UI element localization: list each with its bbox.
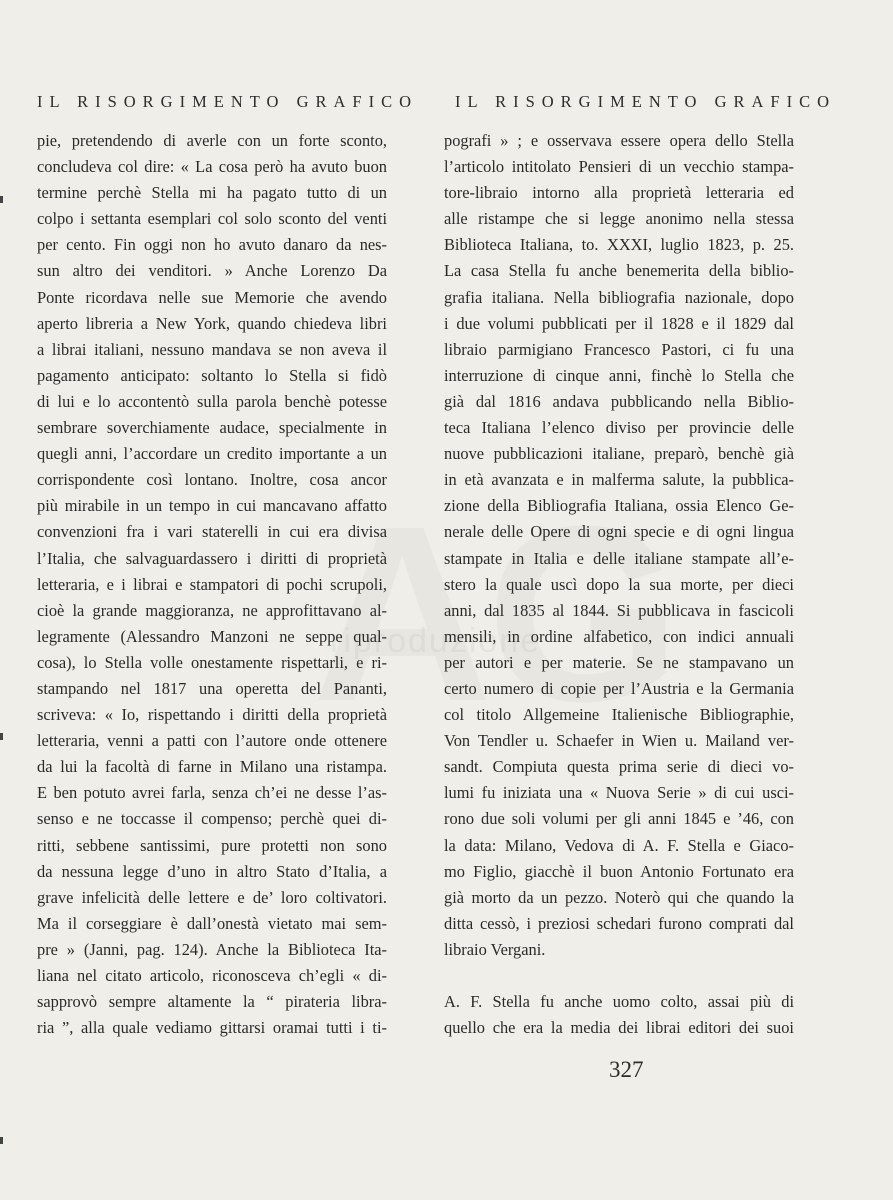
binding-mark (0, 1137, 3, 1144)
text-line: sun altro dei venditori. » Anche Lorenzo Da (37, 261, 387, 281)
text-column-right (444, 128, 794, 1041)
text-line: nuove pubblicazioni italiane, preparò, benchè già (444, 444, 794, 464)
text-line: grave infelicità delle lettere e de’ loro coltivatori. (37, 887, 387, 907)
text-line: già dal 1816 andava pubblicando nella Biblio- (444, 391, 794, 411)
text-line: ritti, sebbene santissimi, pure protetti non sono (37, 835, 387, 855)
text-line: mensili, in ordine alfabetico, con indici annuali (444, 626, 794, 646)
text-line: da lui la facoltà di farne in Milano una ristampa. (37, 757, 387, 777)
text-line: da nessuna legge d’uno in altro Stato d’Italia, a (37, 861, 387, 881)
text-line: già morto da un pezzo. Noterò qui che quando la (444, 887, 794, 907)
binding-mark (0, 196, 3, 203)
text-line: zione della Bibliografia Italiana, ossia Elenco Ge- (444, 496, 794, 516)
text-line: i due volumi pubblicati per il 1828 e il 1829 dal (444, 313, 794, 333)
running-header-left: IL RISORGIMENTO GRAFICO (37, 92, 419, 111)
text-line: pografi » ; e osservava essere opera dello Stella (444, 131, 794, 150)
text-line: a librai italiani, nessuno mandava se non aveva il (37, 339, 387, 359)
text-line: sandt. Compiuta questa prima serie di dieci vo- (444, 757, 794, 777)
watermark-text: riproduzione (330, 622, 542, 660)
text-line: A. F. Stella fu anche uomo colto, assai più di (444, 992, 794, 1011)
text-line: col titolo Allgemeine Italienische Bibliographie, (444, 705, 794, 725)
text-line: legramente (Alessandro Manzoni ne seppe qual- (37, 626, 387, 646)
text-line: libraio Vergani. (444, 939, 546, 959)
text-line: colpo i settanta esemplari col solo sconto del venti (37, 209, 387, 229)
text-line: libraio parmigiano Francesco Pastori, ci fu una (444, 339, 794, 359)
text-line: mo Figlio, giacchè il buon Antonio Fortunato era (444, 861, 794, 881)
text-line: ditta cessò, i preziosi schedari furono comprati dal (444, 913, 794, 933)
page-number: 327 (609, 1057, 644, 1082)
text-line: Von Tendler u. Schaefer in Wien u. Mailand ver- (444, 731, 794, 751)
text-line: termine perchè Stella mi ha pagato tutto di un (37, 183, 387, 203)
text-line: convenzioni fra i vari staterelli in cui era divisa (37, 522, 387, 542)
binding-mark (0, 733, 3, 740)
text-line: Biblioteca Italiana, to. XXXI, luglio 1823, p. 25. (444, 235, 794, 255)
text-line: scriveva: « Io, rispettando i diritti della proprietà (37, 705, 387, 725)
text-line: stampando nel 1817 una operetta del Pananti, (37, 678, 387, 698)
text-line: stampate in Italia e delle italiane stampate all’e- (444, 548, 794, 568)
text-line: cosa), lo Stella volle onestamente rispettarli, e ri- (37, 652, 387, 672)
text-line: letteraria, venni a patti con l’autore onde ottenere (37, 731, 387, 751)
text-line: Ponte ricordava nelle sue Memorie che avendo (37, 287, 387, 307)
text-line: sapprovò sempre altamente la “ pirateria libra- (37, 992, 387, 1012)
text-line: pagamento anticipato: soltanto lo Stella si fidò (37, 365, 387, 385)
text-line: aperto libreria a New York, quando chiedeva libri (37, 313, 387, 333)
text-line: anni, dal 1835 al 1844. Si pubblicava in fascicoli (444, 600, 794, 620)
text-line: l’articolo intitolato Pensieri di un vecchio stampa- (444, 157, 794, 177)
text-line: per cento. Fin oggi non ho avuto danaro da nes- (37, 235, 387, 255)
text-line: E ben potuto avrei farla, senza ch’ei ne desse l’as- (37, 783, 387, 803)
text-column-left (37, 128, 387, 1041)
text-line: concludeva col dire: « La cosa però ha avuto buon (37, 157, 387, 177)
text-line: di lui e lo accontentò sulla parola benchè potesse (37, 391, 387, 411)
text-line: ria ”, alla quale vediamo gittarsi oramai tutti i ti- (37, 1018, 387, 1038)
text-line: grafia italiana. Nella bibliografia nazionale, dopo (444, 287, 794, 307)
text-line: quegli anni, l’accordare un credito importante a un (37, 444, 387, 464)
text-line: senso e ne toccasse il compenso; perchè quei di- (37, 809, 387, 829)
text-line: alle ristampe che si legge anonimo nella stessa (444, 209, 794, 229)
text-line: teca Italiana l’elenco diviso per provincie delle (444, 418, 794, 438)
text-line: interruzione di cinque anni, finchè lo Stella che (444, 365, 794, 385)
text-line: rono due soli volumi per gli anni 1845 e ’46, con (444, 809, 794, 829)
text-line: l’Italia, che salvaguardassero i diritti di proprietà (37, 548, 387, 568)
running-header-right: IL RISORGIMENTO GRAFICO (455, 92, 837, 111)
text-line: in età avanzata e in malferma salute, la pubblica- (444, 470, 794, 490)
paragraph-gap (444, 963, 794, 989)
text-line: la data: Milano, Vedova di A. F. Stella e Giaco- (444, 835, 794, 855)
text-line: certo numero di copie per l’Austria e la Germania (444, 678, 794, 698)
text-line: Ma il corseggiare è dall’onestà vietato mai sem- (37, 913, 387, 933)
text-line: cioè la grande maggioranza, ne approfittavano al- (37, 600, 387, 620)
text-line: liana nel citato articolo, riconosceva ch’egli « di- (37, 966, 387, 985)
text-line: corrispondente così lontano. Inoltre, cosa ancor (37, 470, 387, 490)
text-line: lumi fu iniziata una « Nuova Serie » di cui usci- (444, 783, 794, 803)
text-line: per autori e per materie. Se ne stampavano un (444, 652, 794, 672)
text-line: La casa Stella fu anche benemerita della biblio- (444, 261, 794, 281)
text-line: letteraria, e i librai e stampatori di pochi scrupoli, (37, 574, 387, 594)
text-line: più mirabile in un tempo in cui mancavano affatto (37, 496, 387, 516)
text-line: stero la quale uscì dopo la sua morte, per dieci (444, 574, 794, 594)
text-line: pie, pretendendo di averle con un forte sconto, (37, 131, 387, 150)
text-line: nerale delle Opere di ogni specie e di ogni lingua (444, 522, 794, 542)
text-line: quello che era la media dei librai editori dei suoi (444, 1018, 794, 1038)
text-line: tore-libraio intorno alla proprietà letteraria ed (444, 183, 794, 203)
text-line: sembrare soverchiamente audace, specialmente in (37, 418, 387, 438)
text-line: pre » (Janni, pag. 124). Anche la Biblioteca Ita- (37, 939, 387, 959)
